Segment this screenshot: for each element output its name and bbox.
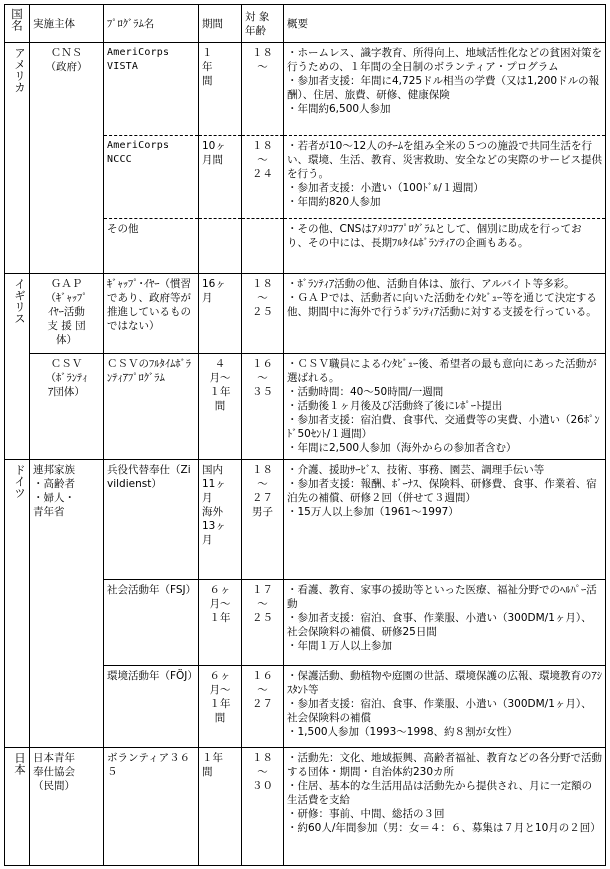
header-org: 実施主体 bbox=[30, 5, 104, 43]
age-cell: １７ ～ ２５ bbox=[242, 580, 284, 666]
country-germany: ドイツ bbox=[5, 460, 30, 748]
program-cell: ｷﾞｬｯﾌﾟ･ｲﾔｰ（慣習であり、政府等が推進しているものではない） bbox=[104, 274, 199, 354]
summary-item: ・15万人以上参加（1961～1997） bbox=[287, 506, 459, 518]
summary-item: ・参加者支援：宿泊費、食事代、交通費等の実費、小遣い（26ﾎﾟﾝﾄﾞ50ｾﾝﾄ/１週間） bbox=[287, 414, 600, 440]
country-usa: アメリカ bbox=[5, 43, 30, 274]
header-row bbox=[5, 5, 606, 43]
country-japan: 日本 bbox=[5, 748, 30, 866]
summary-item: ・年間に2,500人参加（海外からの参加者含む） bbox=[287, 442, 517, 454]
summary-item: ・年間約820人参加 bbox=[287, 196, 381, 208]
period-cell: ６ヶ 月～ １年 間 bbox=[199, 666, 242, 748]
summary-cell bbox=[284, 274, 606, 354]
org-cell: ＣＳＶ （ﾎﾞﾗﾝﾃｨ ｱ団体） bbox=[30, 354, 104, 460]
summary-cell bbox=[284, 666, 606, 748]
summary-item: ・研修：事前、中間、総括の３回 bbox=[287, 808, 445, 820]
period-cell: ４ 月～ １年 間 bbox=[199, 354, 242, 460]
summary-item: ・活動時間：40～50時間/一週間 bbox=[287, 386, 444, 398]
program-cell: ボランティア３６５ bbox=[104, 748, 199, 866]
summary-item: ・介護、援助ｻｰﾋﾞｽ、技術、事務、園芸、調理手伝い等 bbox=[287, 464, 545, 476]
period-cell: 国内 11ヶ 月 海外 13ヶ 月 bbox=[199, 460, 242, 580]
summary-cell bbox=[284, 136, 606, 219]
summary-item: ・活動先：文化、地域振興、高齢者福祉、教育などの各分野で活動する団体・期間・自治体約230カ所 bbox=[287, 752, 602, 778]
summary-cell bbox=[284, 580, 606, 666]
summary-cell bbox=[284, 748, 606, 866]
summary-cell bbox=[284, 219, 606, 274]
summary-item: ・ﾎﾞﾗﾝﾃｨｱ活動の他、活動自体は、旅行、アルバイト等多彩。 bbox=[287, 278, 575, 290]
summary-item: ・ＣＳＶ職員によるｲﾝﾀﾋﾞｭｰ後、希望者の最も意向にあった活動が選ばれる。 bbox=[287, 358, 597, 384]
header-summary: 概要 bbox=[284, 5, 606, 43]
country-uk: イギリス bbox=[5, 274, 30, 460]
table-row bbox=[5, 354, 606, 460]
period-cell: 10ヶ 月間 bbox=[199, 136, 242, 219]
summary-item: ・ホームレス、識字教育、所得向上、地域活性化などの貧困対策を行うための、１年間の全日制のボランティア・プログラム bbox=[287, 47, 602, 73]
summary-item: ・参加者支援：年間に4,725ドル相当の学費（又は1,200ドルの報酬）、住居、旅費、研修、健康保険 bbox=[287, 75, 600, 101]
summary-item: ・1,500人参加（1993～1998、約８割が女性） bbox=[287, 726, 518, 738]
age-cell: １８ ～ ２５ bbox=[242, 274, 284, 354]
summary-item: ・活動後１ヶ月後及び活動終了後にﾚﾎﾟｰﾄ提出 bbox=[287, 400, 503, 412]
program-cell: 兵役代替奉仕（Zivildienst） bbox=[104, 460, 199, 580]
age-cell: １８ ～ ２４ bbox=[242, 136, 284, 219]
period-cell bbox=[199, 219, 242, 274]
program-cell: 社会活動年（FSJ） bbox=[104, 580, 199, 666]
org-cell: ＣＮＳ （政府） bbox=[30, 43, 104, 274]
summary-item: ・ＧＡＰでは、活動者に向いた活動をｲﾝﾀﾋﾞｭｰ等を通じて決定する他、期間中に海外で行うﾎﾞﾗﾝﾃｨｱ活動に対する支援を行っている。 bbox=[287, 292, 597, 318]
table-row bbox=[5, 274, 606, 354]
age-cell: １６ ～ ３５ bbox=[242, 354, 284, 460]
program-cell: AmeriCorps VISTA bbox=[104, 43, 199, 136]
age-cell: １６ ～ ２７ bbox=[242, 666, 284, 748]
org-cell: ＧＡＰ （ｷﾞｬｯﾌﾟ ｲﾔｰ活動 支 援 団 体） bbox=[30, 274, 104, 354]
table-row bbox=[5, 748, 606, 866]
summary-item: ・その他、CNSはｱﾒﾘｺｱﾌﾟﾛｸﾞﾗﾑとして、個別に助成を行っており、その中には、長期ﾌﾙﾀｲﾑﾎﾞﾗﾝﾃｨｱの企画もある。 bbox=[287, 223, 582, 249]
header-program: ﾌﾟﾛｸﾞﾗﾑ名 bbox=[104, 5, 199, 43]
program-cell: ＣＳＶのﾌﾙﾀｲﾑﾎﾞﾗﾝﾃｨｱﾌﾟﾛｸﾞﾗﾑ bbox=[104, 354, 199, 460]
summary-item: ・約60人/年間参加（男：女＝４：６、募集は７月と10月の２回） bbox=[287, 822, 601, 834]
summary-item: ・参加者支援：報酬、ﾎﾞｰﾅｽ、保険料、研修費、食事、作業着、宿泊先の補償、研修２回（併せて３週間） bbox=[287, 478, 597, 504]
summary-item: ・年間１万人以上参加 bbox=[287, 640, 392, 652]
summary-item: ・参加者支援：宿泊、食事、作業服、小遣い（300DM/1ヶ月）、社会保険料の補償、研修25日間 bbox=[287, 612, 592, 638]
program-cell: 環境活動年（FÖJ） bbox=[104, 666, 199, 748]
age-cell: １８ ～ bbox=[242, 43, 284, 136]
age-cell: １８ ～ ３０ bbox=[242, 748, 284, 866]
period-cell: １ 年 間 bbox=[199, 43, 242, 136]
program-cell: AmeriCorps NCCC bbox=[104, 136, 199, 219]
age-cell bbox=[242, 219, 284, 274]
summary-item: ・看護、教育、家事の援助等といった医療、福祉分野でのﾍﾙﾊﾟｰ活動 bbox=[287, 584, 597, 610]
table-row bbox=[5, 460, 606, 580]
header-age: 対 象 年齢 bbox=[242, 5, 284, 43]
summary-item: ・年間約6,500人参加 bbox=[287, 103, 391, 115]
header-period: 期間 bbox=[199, 5, 242, 43]
org-cell: 日本青年 奉仕協会 （民間） bbox=[30, 748, 104, 866]
summary-cell bbox=[284, 354, 606, 460]
period-cell: ６ヶ 月～ １年 bbox=[199, 580, 242, 666]
org-cell: 連邦家族 ・高齢者 ・婦人・ 青年省 bbox=[30, 460, 104, 748]
period-cell: １年 間 bbox=[199, 748, 242, 866]
volunteer-programs-table bbox=[4, 4, 606, 866]
table-row bbox=[5, 43, 606, 136]
header-country: 国名 bbox=[5, 5, 30, 43]
summary-cell bbox=[284, 43, 606, 136]
summary-item: ・若者が10～12人のﾁｰﾑを組み全米の５つの施設で共同生活を行い、環境、生活、教育、災害救助、安全などの実際のサービス提供を行う。 bbox=[287, 140, 602, 180]
summary-item: ・参加者支援：小遣い（100ﾄﾞﾙ/１週間） bbox=[287, 182, 484, 194]
summary-item: ・保護活動、動植物や庭園の世話、環境保護の広報、環境教育のｱｼｽﾀﾝﾄ等 bbox=[287, 670, 602, 696]
summary-item: ・住居、基本的な生活用品は活動先から提供され、月に一定額の生活費を支給 bbox=[287, 780, 593, 806]
period-cell: 16ヶ 月 bbox=[199, 274, 242, 354]
summary-item: ・参加者支援：宿泊、食事、作業服、小遣い（300DM/1ヶ月）、社会保険料の補償 bbox=[287, 698, 592, 724]
program-cell: その他 bbox=[104, 219, 199, 274]
summary-cell bbox=[284, 460, 606, 580]
age-cell: １８ ～ ２７ 男子 bbox=[242, 460, 284, 580]
